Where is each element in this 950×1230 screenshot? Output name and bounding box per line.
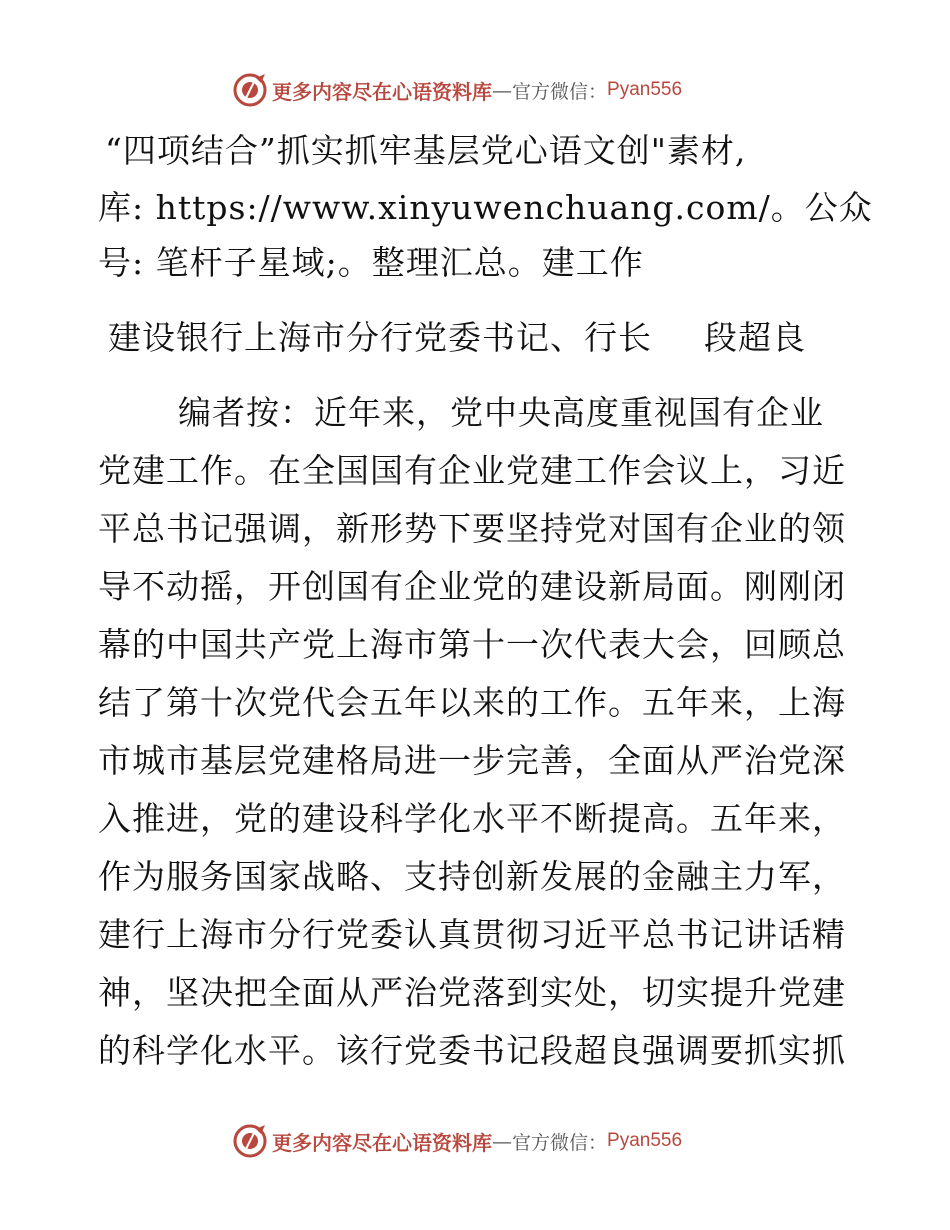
body-line-12: 的科学化水平。该行党委书记段超良强调要抓实抓 [98,1031,846,1070]
author-name: 段超良 [704,318,806,357]
body-line-4: 导不动摇，开创国有企业党的建设新局面。刚刚闭 [98,567,846,606]
body-line-1: 编者按：近年来，党中央高度重视国有企业 [178,393,824,432]
watermark-banner-bottom [232,1121,682,1161]
body-line-10: 建行上海市分行党委认真贯彻习近平总书记讲话精 [98,915,846,954]
header-line-3: 号: 笔杆子星域;。整理汇总。建工作 [98,243,644,282]
banner-wechat-id: Pyan556 [607,79,683,100]
body-line-2: 党建工作。在全国国有企业党建工作会议上，习近 [98,451,846,490]
logo-icon [232,1123,268,1159]
banner-wechat-label: 官方微信： [512,80,608,103]
logo-icon [232,72,268,108]
body-line-9: 作为服务国家战略、支持创新发展的金融主力军， [98,857,846,896]
header-line-1: “四项结合”抓实抓牢基层党心语文创"素材, [105,131,747,170]
body-line-7: 市城市基层党建格局进一步完善，全面从严治党深 [98,741,846,780]
banner-dash: — [492,1129,512,1153]
banner-brand-text: 更多内容尽在心语资料库 [272,79,492,104]
body-line-11: 神，坚决把全面从严治党落到实处，切实提升党建 [98,973,846,1012]
banner-brand-text: 更多内容尽在心语资料库 [272,1130,492,1155]
banner-wechat-label: 官方微信： [512,1131,608,1154]
body-line-3: 平总书记强调，新形势下要坚持党对国有企业的领 [98,509,846,548]
banner-wechat-id: Pyan556 [607,1130,683,1151]
body-line-8: 入推进，党的建设科学化水平不断提高。五年来， [98,799,846,838]
author-line [108,318,806,357]
banner-dash: — [492,78,512,102]
body-line-5: 幕的中国共产党上海市第十一次代表大会，回顾总 [98,625,846,664]
header-line-2: 库: https://www.xinyuwenchuang.com/。公众 [98,188,873,227]
watermark-banner-top [232,70,682,110]
author-title: 建设银行上海市分行党委书记、行长 [108,318,652,357]
body-line-6: 结了第十次党代会五年以来的工作。五年来，上海 [98,683,846,722]
